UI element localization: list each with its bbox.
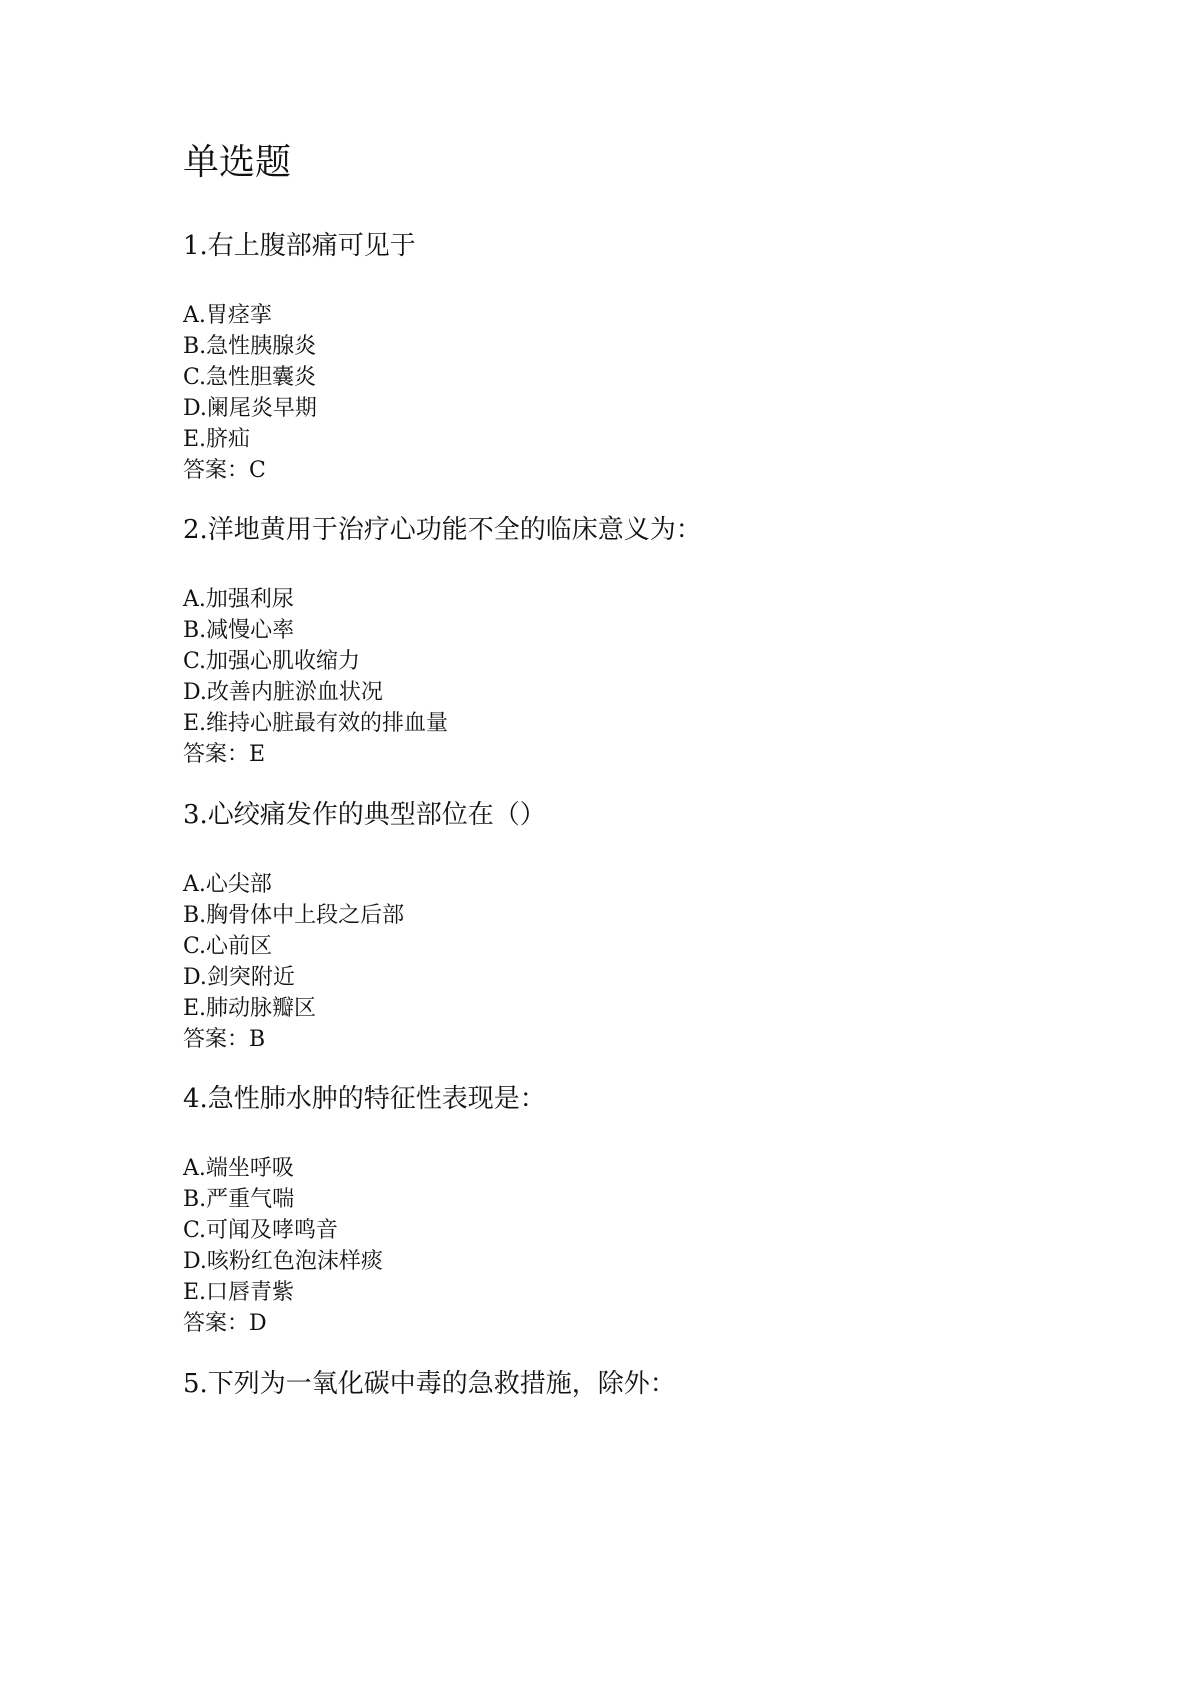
option-c: C.急性胆囊炎 bbox=[183, 365, 317, 390]
question-stem: 2.洋地黄用于治疗心功能不全的临床意义为： bbox=[183, 515, 702, 545]
section-title: 单选题 bbox=[183, 142, 292, 183]
option-list bbox=[183, 869, 1063, 1024]
option-list bbox=[183, 1153, 1063, 1308]
answer-line: 答案：D bbox=[183, 1311, 267, 1336]
option-e: E.肺动脉瓣区 bbox=[183, 996, 317, 1021]
option-a: A.心尖部 bbox=[183, 872, 272, 897]
question-stem: 1.右上腹部痛可见于 bbox=[183, 231, 416, 261]
question-1 bbox=[183, 228, 1063, 486]
option-c: C.心前区 bbox=[183, 934, 273, 959]
option-a: A.胃痉挛 bbox=[183, 303, 272, 328]
option-e: E.维持心脏最有效的排血量 bbox=[183, 711, 449, 736]
answer-line: 答案：C bbox=[183, 458, 266, 483]
option-d: D.剑突附近 bbox=[183, 965, 295, 990]
question-3 bbox=[183, 797, 1063, 1055]
question-4 bbox=[183, 1081, 1063, 1339]
option-c: C.加强心肌收缩力 bbox=[183, 649, 361, 674]
question-2 bbox=[183, 512, 1063, 770]
option-b: B.严重气喘 bbox=[183, 1187, 295, 1212]
option-a: A.加强利尿 bbox=[183, 587, 294, 612]
option-c: C.可闻及哮鸣音 bbox=[183, 1218, 339, 1243]
option-b: B.胸骨体中上段之后部 bbox=[183, 903, 405, 928]
option-e: E.口唇青紫 bbox=[183, 1280, 295, 1305]
option-b: B.急性胰腺炎 bbox=[183, 334, 317, 359]
question-stem: 3.心绞痛发作的典型部位在（） bbox=[183, 800, 546, 830]
answer-line: 答案：E bbox=[183, 742, 266, 767]
option-d: D.阑尾炎早期 bbox=[183, 396, 317, 421]
option-d: D.咳粉红色泡沫样痰 bbox=[183, 1249, 383, 1274]
question-5 bbox=[183, 1366, 1063, 1402]
option-list bbox=[183, 584, 1063, 739]
option-b: B.减慢心率 bbox=[183, 618, 295, 643]
option-a: A.端坐呼吸 bbox=[183, 1156, 294, 1181]
option-e: E.脐疝 bbox=[183, 427, 251, 452]
option-list bbox=[183, 300, 1063, 455]
answer-line: 答案：B bbox=[183, 1027, 266, 1052]
option-d: D.改善内脏淤血状况 bbox=[183, 680, 383, 705]
question-stem: 5.下列为一氧化碳中毒的急救措施，除外： bbox=[183, 1369, 676, 1399]
question-stem: 4.急性肺水肿的特征性表现是： bbox=[183, 1084, 546, 1114]
